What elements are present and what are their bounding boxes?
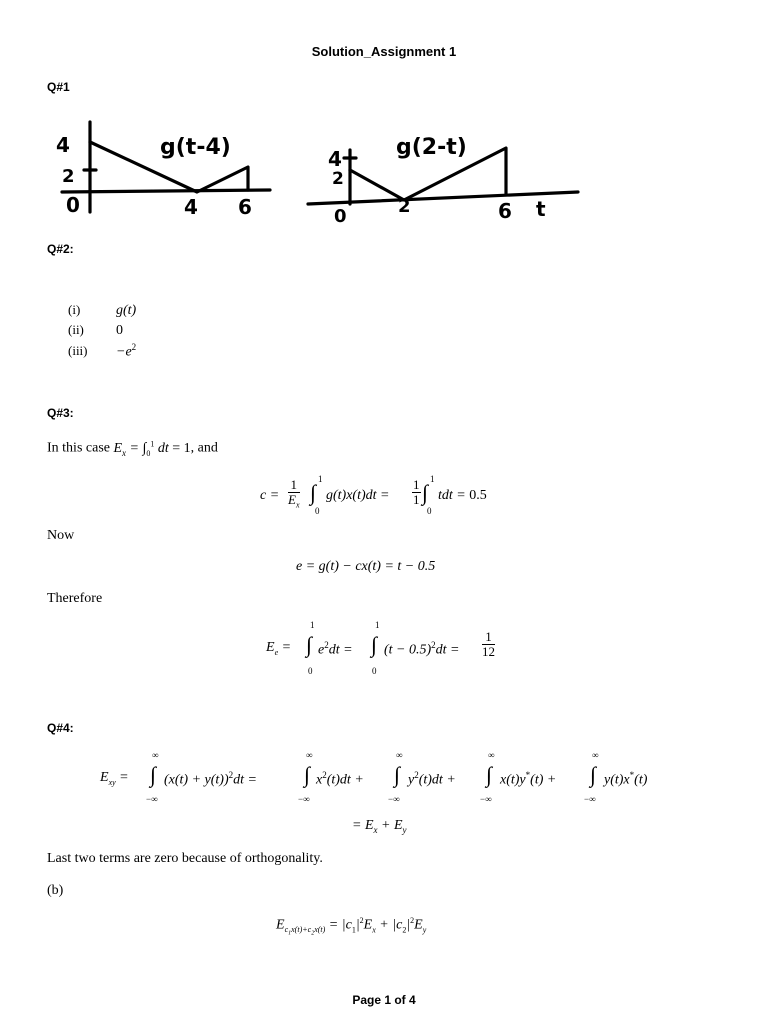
q3-intro-text: In this case: [47, 440, 110, 456]
q2-label: Q#2:: [47, 242, 74, 256]
plot-b-xtick-2: 2: [398, 196, 411, 217]
q2-item-3-value: −e: [116, 344, 132, 360]
q3-c-result: 0.5: [469, 488, 487, 503]
plot-b-axis-label: t: [536, 197, 546, 221]
q2-item-3-exp: 2: [131, 342, 137, 352]
q3-ee-den: 12: [482, 643, 495, 659]
q3-ee-equation: $E_e$ = 1 ∫ 0 $e^2dt$ = 1 ∫ 0 $(t - 0.5)^2dt$ = $\frac{1}{12}$: [266, 620, 495, 676]
page-title: Solution_Assignment 1: [311, 44, 457, 59]
plot-a-caption: g(t-4): [160, 135, 231, 160]
plot-g-2-minus-t: [304, 130, 590, 226]
plot-b-xtick-6: 6: [498, 199, 512, 223]
q3-e-rhs: t − 0.5: [397, 559, 436, 574]
q2-item-3-num: (iii): [68, 343, 88, 359]
plot-b-xtick-0: 0: [334, 206, 347, 226]
plot-a-ytick-2: 2: [62, 166, 75, 187]
q2-item-2: [68, 322, 123, 339]
q4-sum-lead: = E: [352, 818, 374, 833]
q2-item-1: [68, 302, 136, 319]
q2-item-3: [68, 342, 136, 360]
plot-b-ytick-2: 2: [332, 169, 344, 189]
q2-item-2-num: (ii): [68, 322, 84, 337]
q2-item-1-value: g(t): [116, 303, 137, 318]
q2-item-2-value: 0: [116, 323, 123, 338]
q3-intro-tail: , and: [190, 440, 218, 456]
plot-a-x-axis: [62, 190, 270, 192]
q3-ee-num: 1: [482, 630, 495, 645]
q4-exy-equation: $E_{xy}$ = ∞ ∫ −∞ $(x(t) + y(t))^2dt$ = ∞ ∫ −∞ $x^2(t)dt$ + ∞ ∫ −∞ $y^2(t)dt$ + ∞ ∫ −∞ x(t)y*(t) + ∞ ∫ −∞ y(t)x*(t): [100, 750, 648, 804]
q3-ex-expr: $E_x = \int_0^1$ dt = 1: [113, 439, 191, 458]
plot-g-t-minus-4: [52, 112, 282, 222]
plot-a-xtick-0: 0: [66, 193, 80, 217]
q4-sum-line: = $E_x + E_y$: [352, 818, 407, 835]
q2-item-1-num: (i): [68, 302, 81, 317]
q4-note: Last two terms are zero because of orthogonality.: [47, 851, 323, 866]
q3-label: Q#3:: [47, 406, 74, 420]
plot-a-xtick-4: 4: [184, 195, 198, 219]
q1-label: Q#1: [47, 80, 70, 94]
q3-intro: [47, 439, 218, 457]
plot-b-ytick-4: 4: [328, 147, 342, 171]
q4-part-b: (b): [47, 883, 64, 898]
plot-a-ytick-4: 4: [56, 133, 70, 157]
q3-now: Now: [47, 528, 75, 543]
plot-a-xtick-6: 6: [238, 195, 252, 219]
q3-therefore: Therefore: [47, 591, 103, 606]
plot-b-caption: g(2-t): [396, 135, 467, 160]
q3-c-equation: c = $\frac{1}{E_x}$ ∫ 1 0 g(t)x(t)dt = $\frac{1}{1}$ ∫ 1 0 tdt = 0.5: [260, 474, 487, 516]
q4-b-equation: $E_{c_1x(t)+c_2x(t)} = |c_1|^2E_x + |c_2|^2E_y$: [276, 916, 427, 938]
q4-label: Q#4:: [47, 721, 74, 735]
q3-e-equation: e = g(t) − cx(t) = t − 0.5: [296, 559, 436, 574]
page-footer: Page 1 of 4: [352, 993, 416, 1007]
